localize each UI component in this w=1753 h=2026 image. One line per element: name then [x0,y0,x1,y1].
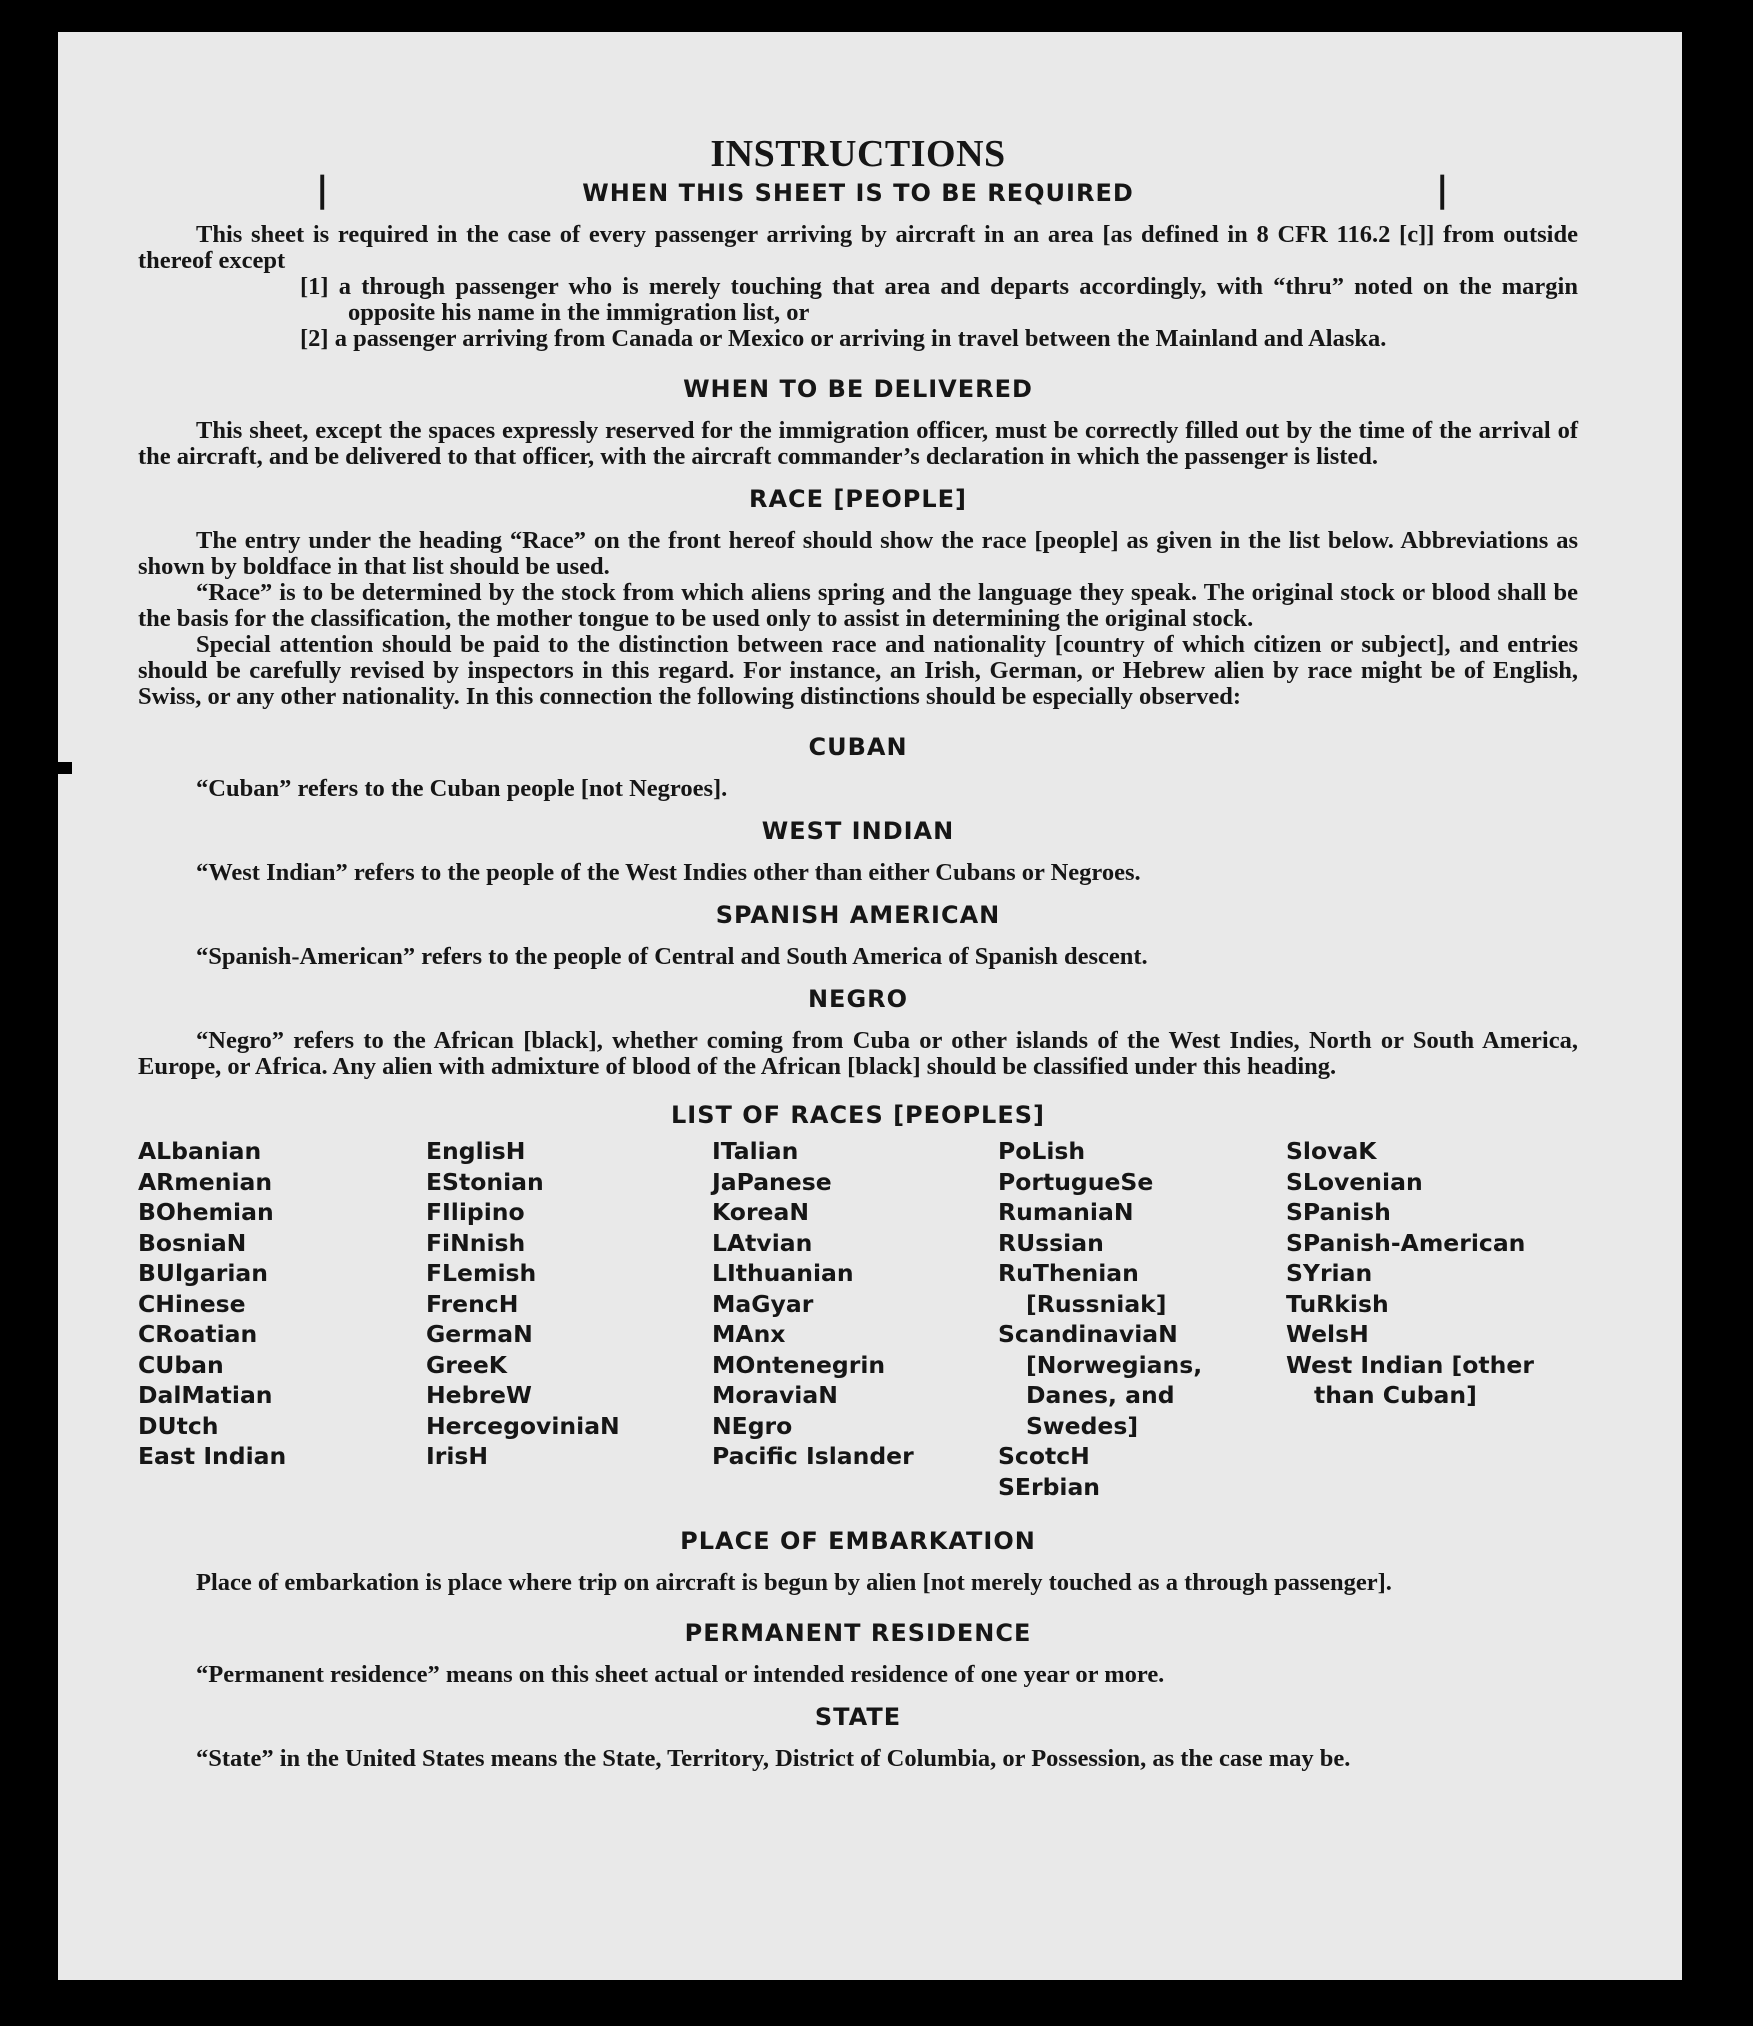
race-entry: BUlgarian [138,1259,268,1287]
races-column-2 [426,1136,712,1502]
race-entry: GreeK [426,1350,507,1379]
heading-race: RACE [PEOPLE] [748,485,968,513]
race-entry: EnglisH [426,1137,526,1165]
race-entry: FiNnish [426,1228,526,1257]
punch-mark-left: ❘ [308,172,337,209]
race-entry: LAtvian [712,1228,813,1257]
race-entry: ARmenian [138,1167,273,1196]
negro-text: “Negro” refers to the African [black], whether coming from Cuba or other islands of the West Indies, North or South America, Europe, or Africa. Any alien with admixture of blood of the African [black] should be classified under this heading. [138,1027,1578,1080]
page-title: INSTRUCTIONS [710,133,1006,175]
heading-permanent-residence: PERMANENT RESIDENCE [684,1619,1032,1647]
race-entry: SLovenian [1286,1167,1423,1196]
required-item-2: [2] a passenger arriving from Canada or Mexico or arriving in travel between the Mainland and Alaska. [300,325,1387,352]
heading-cuban: CUBAN [808,733,908,761]
race-entry: FLemish [426,1259,537,1287]
race-entry: SPanish [1286,1198,1391,1226]
cuban-text: “Cuban” refers to the Cuban people [not Negroes]. [196,775,728,802]
west-indian-text: “West Indian” refers to the people of the West Indies other than either Cubans or Negroes. [196,859,1141,886]
embarkation-text: Place of embarkation is place where trip on aircraft is begun by alien [not merely touched as a through passenger]. [196,1569,1392,1596]
race-entry: TuRkish [1286,1289,1389,1318]
heading-west-indian: WEST INDIAN [761,817,955,845]
race-entry: HebreW [426,1381,532,1409]
race-entry: PortugueSe [998,1167,1154,1196]
heading-spanish-american: SPANISH AMERICAN [715,901,1001,929]
race-entry: CHinese [138,1289,246,1318]
race-entry: IrisH [426,1442,489,1470]
race-entry: HercegoviniaN [426,1411,620,1440]
race-entry: East Indian [138,1442,287,1470]
races-list [138,1136,1578,1502]
race-entry: MOntenegrin [712,1350,886,1379]
race-entry: RUssian [998,1228,1104,1257]
race-entry: MoraviaN [712,1381,838,1409]
race-entry: Pacific Islander [712,1442,914,1470]
heading-negro: NEGRO [807,985,909,1013]
heading-required: WHEN THIS SHEET IS TO BE REQUIRED [582,179,1134,207]
race-entry: MAnx [712,1320,786,1348]
race-entry: ALbanian [138,1137,262,1165]
race-paragraph-3: Special attention should be paid to the distinction between race and nationality [country of which citizen or subject], and entries should be carefully revised by inspectors in this regard. For instance, an Irish, German, or Hebrew alien by race might be of English, Swiss, or any other nationality. In this connection the following distinctions should be especially observed: [138,631,1578,710]
heading-list-of-races: LIST OF RACES [PEOPLES] [671,1101,1045,1129]
race-paragraph-2: “Race” is to be determined by the stock from which aliens spring and the language they speak. The original stock or blood shall be the basis for the classification, the mother tongue to be used only to assist in determining the original stock. [138,579,1578,632]
race-entry: FIlipino [426,1198,525,1226]
paper-tear [58,762,72,774]
race-entry: SPanish-American [1286,1228,1526,1257]
state-text: “State” in the United States means the State, Territory, District of Columbia, or Possession, as the case may be. [196,1745,1351,1772]
race-entry: ScotcH [998,1442,1090,1470]
race-entry: SlovaK [1286,1137,1377,1165]
punch-mark-right: ❘ [1428,172,1457,209]
races-column-4 [998,1136,1286,1502]
race-entry: EStonian [426,1167,544,1196]
races-column-5 [1286,1136,1578,1502]
race-entry: WelsH [1286,1320,1369,1348]
races-column-1 [138,1136,426,1502]
required-item-1: [1] a through passenger who is merely touching that area and departs accordingly, with “thru” noted on the margin opposite his name in the immigration list, or [300,273,1578,326]
permanent-residence-text: “Permanent residence” means on this sheet actual or intended residence of one year or more. [196,1661,1165,1688]
instructions-content [138,130,1578,1772]
race-entry: JaPanese [712,1167,832,1196]
race-entry: CUban [138,1350,224,1379]
delivered-text: This sheet, except the spaces expressly reserved for the immigration officer, must be correctly filled out by the time of the arrival of the aircraft, and be delivered to that officer, with the aircraft commander’s declaration in which the passenger is listed. [138,417,1578,470]
race-entry: BosniaN [138,1228,247,1257]
race-entry: KoreaN [712,1198,809,1226]
races-column-3 [712,1136,998,1502]
heading-delivered: WHEN TO BE DELIVERED [683,375,1033,403]
race-entry: MaGyar [712,1289,814,1318]
race-entry: NEgro [712,1411,793,1440]
race-entry: DUtch [138,1411,219,1440]
spanish-american-text: “Spanish-American” refers to the people of Central and South America of Spanish descent. [196,943,1148,970]
race-entry: BOhemian [138,1198,274,1226]
race-paragraph-1: The entry under the heading “Race” on the front hereof should show the race [people] as given in the list below. Abbreviations as shown by boldface in that list should be used. [138,527,1578,580]
heading-state: STATE [814,1703,902,1731]
heading-embarkation: PLACE OF EMBARKATION [680,1527,1036,1555]
race-entry: SErbian [998,1472,1101,1501]
race-entry: LIthuanian [712,1259,854,1287]
race-entry: PoLish [998,1137,1086,1165]
race-entry: CRoatian [138,1320,258,1348]
race-entry: DalMatian [138,1381,273,1409]
race-entry: RuThenian [Russniak] [998,1259,1167,1318]
required-intro: This sheet is required in the case of every passenger arriving by aircraft in an area [as defined in 8 CFR 116.2 [c]] from outside thereof except [138,221,1578,274]
race-entry: West Indian [other than Cuban] [1286,1350,1534,1409]
race-entry: ITalian [712,1137,799,1165]
race-entry: SYrian [1286,1259,1373,1287]
race-entry: ScandinaviaN [Norwegians, Danes, and Swedes] [998,1320,1203,1440]
race-entry: RumaniaN [998,1198,1134,1226]
race-entry: FrencH [426,1289,519,1318]
race-entry: GermaN [426,1320,533,1348]
